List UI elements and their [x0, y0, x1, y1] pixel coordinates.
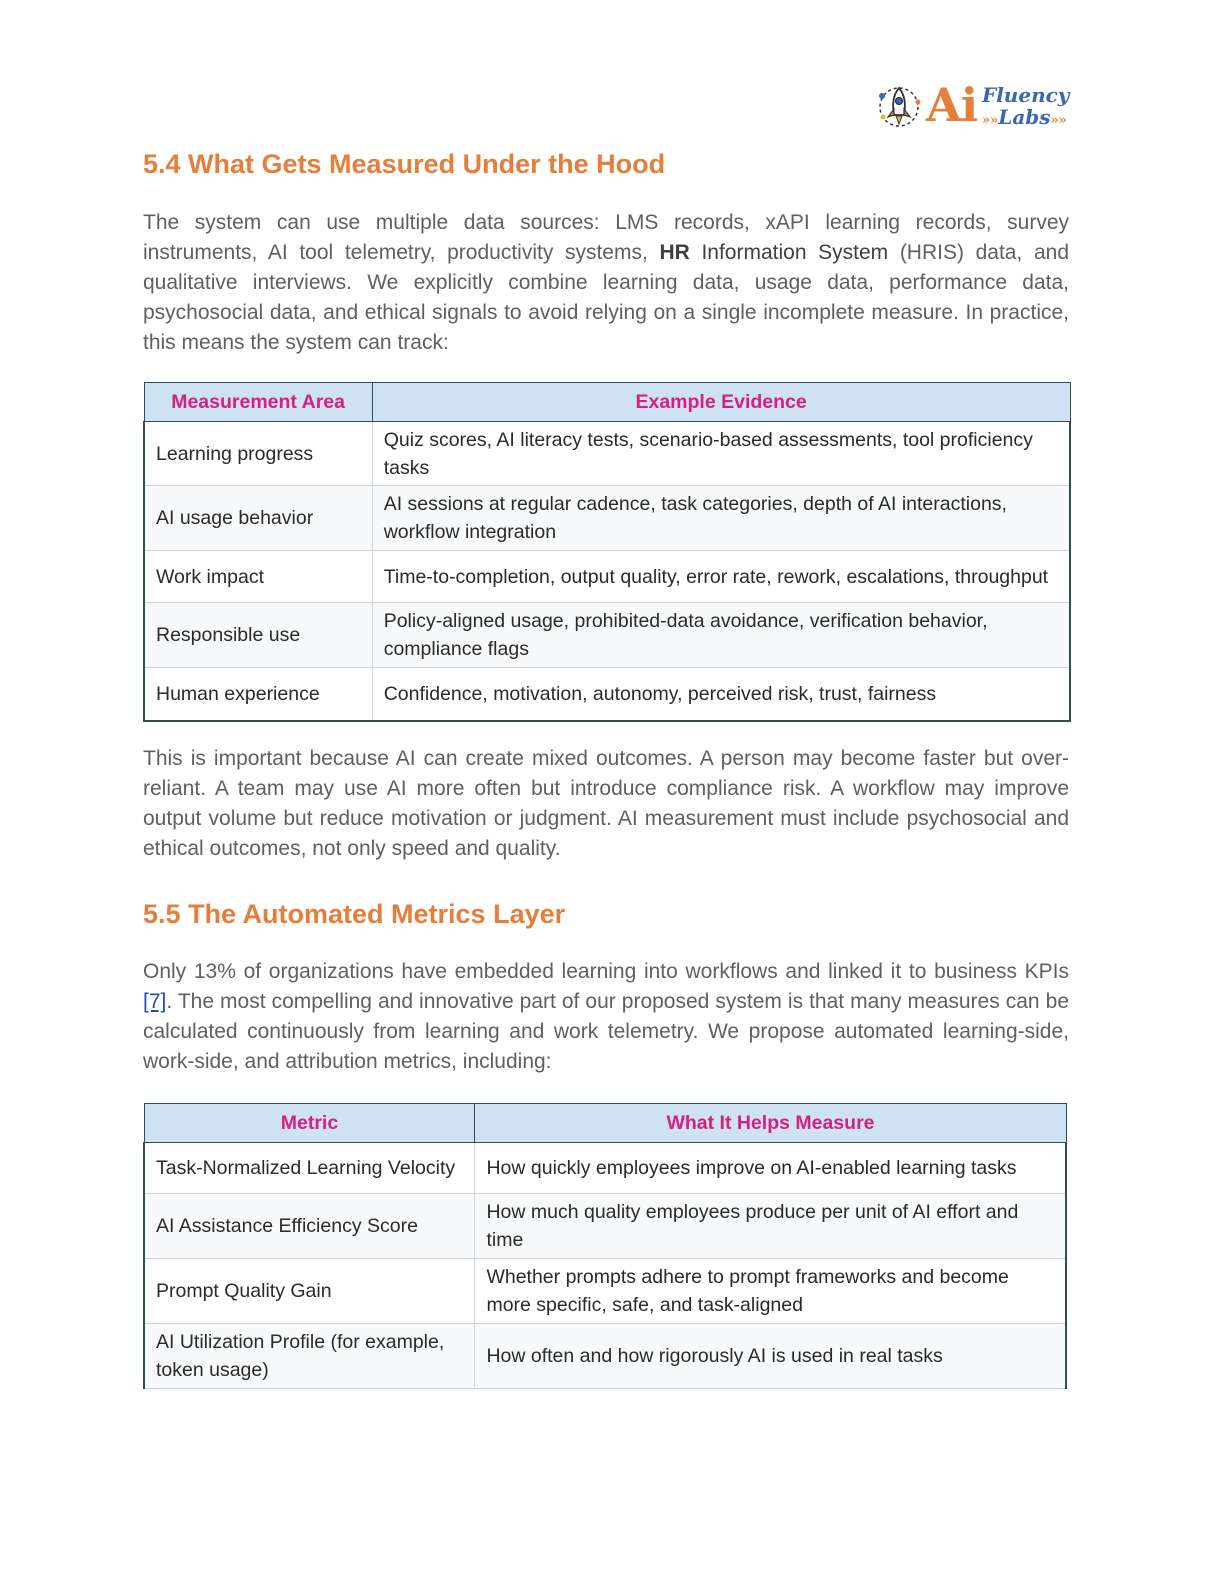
section-5-5 — [143, 897, 1069, 931]
logo-ai-text: Ai — [926, 78, 978, 132]
text-run: (HRIS) data, and qualitative interviews. We explicitly combine learning data, usage data, performance data, psychosocial data, and ethical signals to avoid relying on a single incomplete measure. In practice, this means the system can track: — [143, 241, 1070, 354]
paragraph — [143, 208, 1069, 358]
citation-link[interactable]: [7] — [143, 990, 167, 1013]
section-heading: 5.5 The Automated Metrics Layer — [143, 899, 566, 929]
paragraph — [143, 957, 1069, 1077]
logo-fluency-text: Fluency — [982, 83, 1070, 107]
table-cell: Prompt Quality Gain — [144, 1259, 475, 1324]
logo-labs-text: Labs — [998, 105, 1051, 129]
section-5-5-intro — [143, 957, 1069, 1077]
section-5-4-outro — [143, 744, 1069, 864]
measurement-table — [143, 382, 1071, 722]
section-5-4-intro — [143, 208, 1069, 358]
table-cell: Whether prompts adhere to prompt frameworks and become more specific, safe, and task-aligned — [475, 1259, 1066, 1324]
table-cell: AI Assistance Efficiency Score — [144, 1194, 475, 1259]
text-run: Only 13% of organizations have embedded learning into workflows and linked it to business KPIs — [143, 960, 1069, 983]
table-cell: Task-Normalized Learning Velocity — [144, 1143, 475, 1194]
table-cell: AI sessions at regular cadence, task categories, depth of AI interactions, workflow integration — [372, 486, 1070, 551]
column-header: What It Helps Measure — [475, 1104, 1066, 1143]
table-header-row — [144, 1104, 1066, 1143]
table-row — [144, 1143, 1066, 1194]
hr-rest: Information System — [689, 241, 889, 264]
table-row — [144, 422, 1070, 486]
chevron-right-icon: »» — [982, 113, 999, 128]
table-cell: Quiz scores, AI literacy tests, scenario-based assessments, tool proficiency tasks — [372, 422, 1070, 486]
table-row — [144, 668, 1070, 721]
table-row — [144, 1324, 1066, 1389]
table-row — [144, 603, 1070, 668]
table-row — [144, 486, 1070, 551]
table-cell: AI usage behavior — [144, 486, 372, 551]
column-header: Measurement Area — [144, 383, 372, 422]
table-row — [144, 1194, 1066, 1259]
measurement-table-wrap — [143, 382, 1069, 722]
text-run: . The most compelling and innovative part of our proposed system is that many measures can be calculated continuously from learning and work telemetry. We propose automated learning-side, work-side, and attribution metrics, including: — [143, 990, 1069, 1073]
brand-logo — [874, 78, 1070, 132]
table-cell: Learning progress — [144, 422, 372, 486]
table-cell: Human experience — [144, 668, 372, 721]
table-cell: Policy-aligned usage, prohibited-data avoidance, verification behavior, compliance flags — [372, 603, 1070, 668]
table-cell: Work impact — [144, 551, 372, 603]
table-header-row — [144, 383, 1070, 422]
table-row — [144, 551, 1070, 603]
metrics-table — [143, 1103, 1067, 1389]
section-heading: 5.4 What Gets Measured Under the Hood — [143, 149, 666, 179]
paragraph: This is important because AI can create mixed outcomes. A person may become faster but over-reliant. A team may use AI more often but introduce compliance risk. A workflow may improve output volume but reduce motivation or judgment. AI measurement must include psychosocial and ethical outcomes, not only speed and quality. — [143, 747, 1069, 860]
rocket-icon — [874, 82, 924, 132]
hris-term — [659, 241, 888, 264]
table-cell: Time-to-completion, output quality, error rate, rework, escalations, throughput — [372, 551, 1070, 603]
text-run: The system can use multiple data sources: LMS records, xAPI learning records, survey instruments, AI tool telemetry, productivity systems, — [143, 211, 1069, 264]
table-cell: Responsible use — [144, 603, 372, 668]
section-5-4 — [143, 147, 1069, 181]
metrics-table-wrap — [143, 1103, 1069, 1389]
table-cell: How often and how rigorously AI is used in real tasks — [475, 1324, 1066, 1389]
table-row — [144, 1259, 1066, 1324]
column-header: Example Evidence — [372, 383, 1070, 422]
table-cell: Confidence, motivation, autonomy, perceived risk, trust, fairness — [372, 668, 1070, 721]
table-cell: How quickly employees improve on AI-enabled learning tasks — [475, 1143, 1066, 1194]
column-header: Metric — [144, 1104, 475, 1143]
chevron-right-icon: »» — [1050, 113, 1067, 128]
table-cell: AI Utilization Profile (for example, token usage) — [144, 1324, 475, 1389]
logo-labs-line — [982, 106, 1067, 132]
hr-bold: HR — [659, 241, 690, 264]
table-cell: How much quality employees produce per unit of AI effort and time — [475, 1194, 1066, 1259]
